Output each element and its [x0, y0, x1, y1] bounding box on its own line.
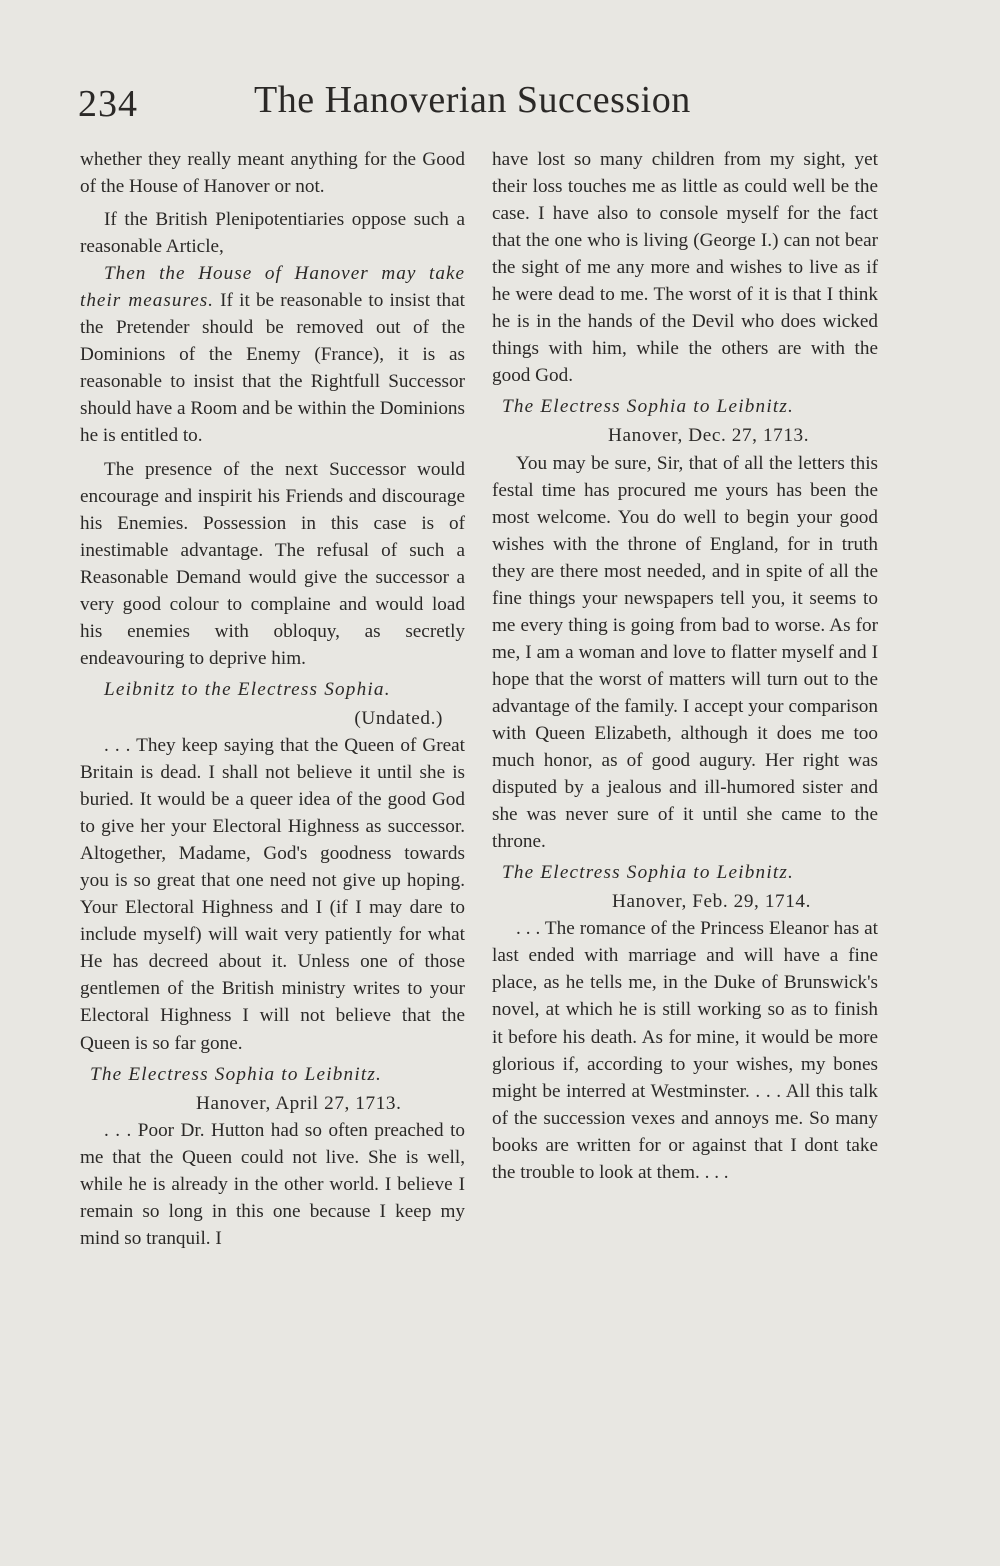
- page-number: 234: [78, 83, 138, 125]
- running-title: The Hanoverian Succession: [254, 79, 691, 121]
- paragraph: have lost so many children from my sight, yet their loss touches me as little as could well be the case. I have also to console myself for the fact that the one who is living (George I.) can not bear the sight of me any more and wishes to live as if he were dead to me. The worst of it is that I think he is in the hands of the Devil who does wicked things with him, while the others are with the good God.: [492, 149, 878, 387]
- paragraph: The presence of the next Successor would encourage and inspirit his Friends and discourage his Enemies. Possession in this case is of inestimable advantage. The refusal of such a Reasonable Demand would give the successor a very good colour to complaine and would load his enemies with obloquy, as secretly endeavouring to deprive him.: [80, 458, 465, 669]
- letter-heading: The Electress Sophia to Leibnitz.: [90, 1063, 383, 1085]
- right-column: [492, 146, 878, 1186]
- page-header: [78, 78, 898, 128]
- paragraph: . . . They keep saying that the Queen of Great Britain is dead. I shall not believe it until she is buried. It would be a queer idea of the good God to give her your Electoral Highness as successor. Altogether, Madame, God's goodness towards you is so great that one need not give up hoping. Your Electoral Highness and I (if I may dare to include myself) will wait very patiently for what He has decreed about it. Unless one of those gentlemen of the British ministry writes to your Electoral Highness I will not believe that the Queen is so far gone.: [80, 734, 465, 1054]
- letter-dateline: (Undated.): [354, 707, 443, 729]
- left-column: [80, 146, 465, 1252]
- italic-emphasis: Then the House of Hanover may take their measures.: [80, 263, 465, 312]
- letter-dateline: Hanover, Feb. 29, 1714.: [612, 891, 812, 913]
- paragraph: You may be sure, Sir, that of all the letters this festal time has procured me yours has been the most welcome. You do well to begin your good wishes with the throne of England, for in truth they are there most needed, and in spite of all the fine things your newspapers tell you, it seems to me every thing is going from bad to worse. As for me, I am a woman and love to flatter myself and I hope that the worst of matters will turn out to the advantage of the family. I accept your comparison with Queen Elizabeth, although it does me too much honor, as of good augury. Her right was disputed by a jealous and ill-humored sister and she was never sure of it until she came to the throne.: [492, 452, 878, 853]
- paragraph-text: If it be reasonable to insist that the Pretender should be removed out of the Dominions of the Enemy (France), it is as reasonable to insist that the Rightfull Successor should have a Room and be within the Dominions he is entitled to.: [80, 290, 465, 447]
- paragraph: . . . Poor Dr. Hutton had so often preached to me that the Queen could not live. She is well, while he is already in the other world. I believe I remain so long in this one because I keep my mind so tranquil. I: [80, 1119, 465, 1249]
- paragraph: If the British Plenipotentiaries oppose such a reasonable Article,: [80, 209, 465, 258]
- paragraph: whether they really meant anything for the Good of the House of Hanover or not.: [80, 149, 465, 198]
- letter-dateline: Hanover, Dec. 27, 1713.: [608, 425, 810, 447]
- paragraph: . . . The romance of the Princess Eleanor has at last ended with marriage and will have a fine place, as he tells me, in the Duke of Brunswick's novel, at which he is still working so as to finish it before his death. As for mine, it would be more glorious if, according to your wishes, my bones might be interred at Westminster. . . . All this talk of the succession vexes and annoys me. So many books are written for or against that I dont take the trouble to look at them. . . .: [492, 918, 878, 1183]
- paragraph: [80, 260, 465, 449]
- letter-heading: The Electress Sophia to Leibnitz.: [502, 862, 795, 884]
- letter-dateline: Hanover, April 27, 1713.: [196, 1092, 402, 1114]
- letter-heading: Leibnitz to the Electress Sophia.: [104, 678, 391, 700]
- letter-heading: The Electress Sophia to Leibnitz.: [502, 396, 795, 418]
